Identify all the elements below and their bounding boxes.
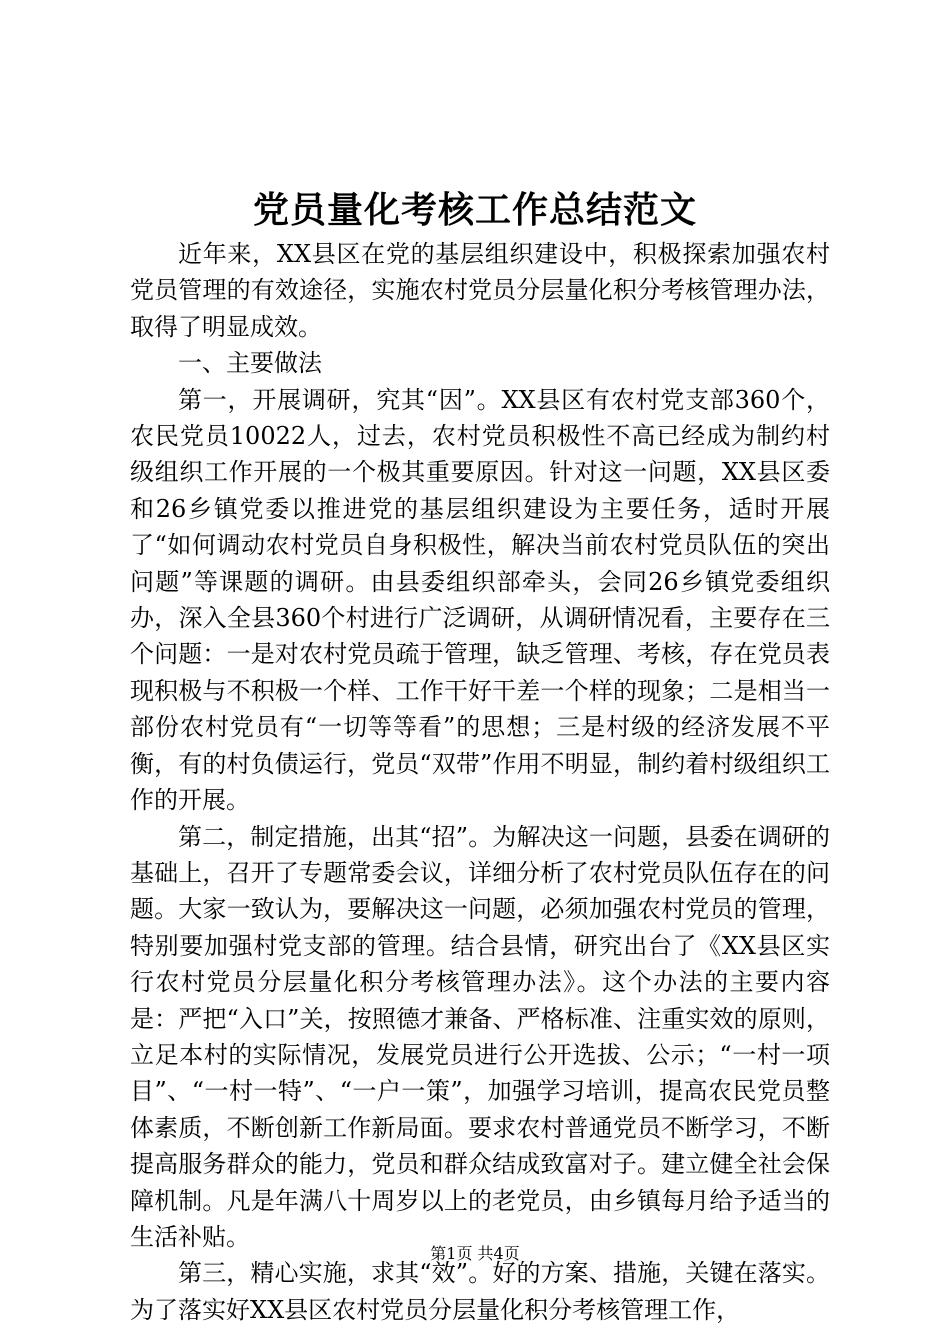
section-heading: 一、主要做法 [178, 349, 322, 378]
paragraph-first: 第一，开展调研，究其“因”。XX县区有农村党支部360个，农民党员10022人，过去，农村党员积极性不高已经成为制约村级组织工作开展的一个极其重要原因。针对这一问题，XX县区委和26乡镇党委以推进党的基层组织建设为主要任务，适时开展了“如何调动农村党员自身积极性，解决当前农村党员队伍的突出问题”等课题的调研。由县委组织部牵头，会同26乡镇党委组织办，深入全县360个村进行广泛调研，从调研情况看，主要存在三个问题：一是对农村党员疏于管理，缺乏管理、考核，存在党员表现积极与不积极一个样、工作干好干差一个样的现象；二是相当一部份农村党员有“一切等等看”的思想；三是村级的经济发展不平衡，有的村负债运行，党员“双带”作用不明显，制约着村级组织工作的开展。 [130, 385, 830, 815]
document-body [130, 236, 830, 1328]
page-number-footer: 第1页 共4页 [430, 1244, 520, 1263]
paragraph-second: 第二，制定措施，出其“招”。为解决这一问题，县委在调研的基础上，召开了专题常委会议，详细分析了农村党员队伍存在的问题。大家一致认为，要解决这一问题，必须加强农村党员的管理，特别要加强村党支部的管理。结合县情，研究出台了《XX县区实行农村党员分层量化积分考核管理办法》。这个办法的主要内容是：严把“入口”关，按照德才兼备、严格标准、注重实效的原则，立足本村的实际情况，发展党员进行公开选拔、公示；“一村一项目”、“一村一特”、“一户一策”，加强学习培训，提高农民党员整体素质，不断创新工作新局面。要求农村普通党员不断学习，不断提高服务群众的能力，党员和群众结成致富对子。建立健全社会保障机制。凡是年满八十周岁以上的老党员，由乡镇每月给予适当的生活补贴。 [130, 822, 830, 1251]
document-title: 党员量化考核工作总结范文 [252, 189, 697, 231]
paragraph-intro: 近年来，XX县区在党的基层组织建设中，积极探索加强农村党员管理的有效途径，实施农村党员分层量化积分考核管理办法，取得了明显成效。 [130, 240, 830, 341]
paragraph-third: 第三，精心实施，求其“效”。好的方案、措施，关键在落实。为了落实好XX县区农村党员分层量化积分考核管理工作， [130, 1259, 830, 1324]
